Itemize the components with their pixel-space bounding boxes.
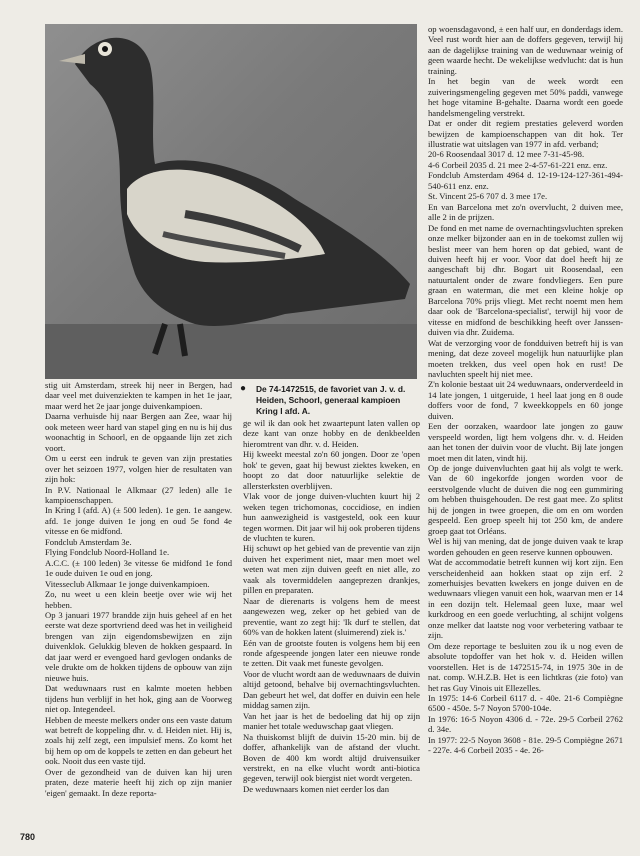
paragraph: In Kring I (afd. A) (± 500 leden). 1e gen. 1e aangew. afd. 1e jonge duiven 1e jong en oud 5e fond 4e vitesse en 6e midfond. (45, 505, 232, 537)
pigeon-beak (59, 54, 85, 64)
paragraph: Hij kweekt meestal zo'n 60 jongen. Door ze 'open hok' te geven, gaat hij bewust ziektes kweken, en hoopt zo dat door natuurlijke selektie de allersterksten overblijven. (243, 449, 420, 491)
paragraph: stig uit Amsterdam, streek hij neer in Bergen, had daar veel met duivenziekten te kampen in het 1e jaar, maar werd het 2e jaar jonge duivenkampioen. (45, 380, 232, 411)
page-number: 780 (20, 832, 36, 842)
paragraph: Op de jonge duivenvluchten gaat hij als volgt te werk. Van de 60 ingekorfde jongen worden voor de eerstvolgende vlucht de duiven die nog een gummiring om hebben thuisgehouden. De rest gaat mee. Zo splitst hij de jongen in twee groepen, die om en om worden gespeeld. Een groep speelt hij tot 250 km, de andere groep gaat tot Orléans. (428, 463, 623, 536)
paragraph: Vlak voor de jonge duiven-vluchten kuurt hij 2 weken tegen trichomonas, coccidiose, en indien hun aanwezigheid is vastgesteld, ook een kuur tegen wormen. Dit jaar wil hij ook proberen tijdens de vluchten te kuren. (243, 491, 420, 543)
photo-caption (240, 384, 418, 416)
paragraph: Om deze reportage te besluiten zou ik u nog even de absolute topdoffer van het hok v. d. Heiden willen voorstellen. Het is de 1472515-74, in 1975 30e in de nat. comp. W.H.Z.B. Het is een lichtkras (zie foto) van het ras Guy Vinois uit Ellezelles. (428, 640, 623, 693)
paragraph: Vitesseclub Alkmaar 1e jonge duivenkampioen. (45, 578, 210, 589)
column-2 (243, 418, 420, 846)
paragraph: En van Barcelona met zo'n overvlucht, 2 duiven mee, alle 2 in de prijzen. (428, 201, 623, 223)
paragraph: Over de gezondheid van de duiven kan hij uren praten, deze materie heeft hij zich op zijn manier 'eigen' gemaakt. In deze reporta- (45, 766, 232, 798)
paragraph: Wat de verzorging voor de fondduiven betreft hij is van mening, dat deze zoveel mogelijk hun natuurlijke plan moeten trekken, dus veel open hok en rust! De navluchten speelt hij niet mee. (428, 337, 623, 379)
paragraph: Fondclub Amsterdam 4964 d. 12-19-124-127-361-494-540-611 enz. enz. (428, 170, 623, 191)
paragraph: Op 3 januari 1977 brandde zijn huis geheel af en het eerste wat deze sportvriend deed was het in veiligheid brengen van zijn eigendomsbewijzen en zijn duivenklok. Gelukkig bleven de hokken gespaard. In dat jaar werd er evengoed hard gevlogen ondanks de vele drukte om de hokken tijdens de opbouw van zijn nieuwe huis. (45, 609, 232, 683)
paragraph: Eén van de grootste fouten is volgens hem bij een ronde afgespeende jongen later een nieuwe ronde te zetten. Dit vaak met funeste gevolgen. (243, 637, 420, 669)
paragraph: Van het jaar is het de bedoeling dat hij op zijn manier het totale weduwschap gaat vliegen. (243, 710, 420, 732)
paragraph: In 1975: 14-6 Corbeil 6117 d. - 40e. 21-6 Compiègne 6500 - 450e. 5-7 Noyon 5700-104e. (428, 693, 623, 714)
paragraph: Dat er onder dit regiem prestaties geleverd worden bewijzen de kampioenschappen van dit hok. Ter illustratie wat uitslagen van 1977 in afd. verband; (428, 118, 623, 149)
paragraph: Fondclub Amsterdam 3e. (45, 536, 132, 547)
paragraph: 4-6 Corbeil 2035 d. 21 mee 2-4-57-61-221 enz. enz. (428, 159, 608, 170)
paragraph: A.C.C. (± 100 leden) 3e vitesse 6e midfond 1e fond 1e oude duiven 1e oud en jong. (45, 557, 232, 579)
column-1 (45, 380, 232, 842)
paragraph: ge wil ik dan ook het zwaartepunt laten vallen op deze kant van onze hobby en de denkbeelden hieromtrent van dhr. v. d. Heiden. (243, 418, 420, 449)
paragraph: In P.V. Nationaal le Alkmaar (27 leden) alle 1e kampioenschappen. (45, 484, 232, 505)
paragraph: Wat de accommodatie betreft kunnen wij kort zijn. Een verscheidenheid aan hokken staat op zijn erf. 2 zomerhuisjes bevatten kwekers en jonge duiven en de weduwnaars vliegen vanuit een hok, waarvan men er 14 in een dozijn telt. Helemaal geen luxe, maar wel kurkdroog en een goede verluchting, al schijnt volgens onze melker dat laatste nog voor verbetering vatbaar te zijn. (428, 557, 623, 641)
pigeon-photo (45, 24, 417, 379)
paragraph: 20-6 Roosendaal 3017 d. 12 mee 7-31-45-98. (428, 149, 585, 160)
paragraph: Naar de dierenarts is volgens hem de meest aangewezen weg, zeker op het gebied van de preventie, want zo zegt hij: 'Ik durf te stellen, dat 60% van de hokken latent (sluimerend) ziek is.' (243, 595, 420, 638)
paragraph: Na thuiskomst blijft de duivin 15-20 min. bij de doffer, afhankelijk van de afstand der vlucht. Boven de 400 km wordt altijd druivensuiker verstrekt, en na elke vlucht wordt anti-biotica gegeven, terwijl ook biergist niet wordt vergeten. (243, 731, 420, 784)
paragraph: op woensdagavond, ± een half uur, en donderdags idem. Veel rust wordt hier aan de doffers gegeven, terwijl hij aan de dagelijkse training van de weduwnaar weinig of geen waarde hecht. De wekelijkse wedvlucht: dat is hun training. (428, 24, 623, 76)
paragraph: Flying Fondclub Noord-Holland 1e. (45, 547, 170, 558)
perch-shadow (45, 324, 417, 379)
paragraph: St. Vincent 25-6 707 d. 3 mee 17e. (428, 191, 548, 202)
paragraph: Voor de vlucht wordt aan de weduwnaars de duivin altijd getoond, behalve bij overnachtingsvluchten. Dan gebeurt het wel, dat doffer en duivin een hele middag samen zijn. (243, 668, 420, 711)
paragraph: Hij schuwt op het gebied van de preventie van zijn duiven het experiment niet, maar men moet wel weten wat men zijn duiven geeft en niet alle, zo vaak als tovermiddelen aangeprezen drankjes, pillen en preparaten. (243, 543, 420, 596)
paragraph: Om u eerst een indruk te geven van zijn prestaties over het seizoen 1977, volgen hier de resultaten van zijn hok: (45, 453, 232, 485)
bullet-icon: ● (240, 383, 247, 394)
paragraph: In het begin van de week wordt een zuiveringsmengeling gegeven met 50% paddi, vanwege het hoge vitamine B-gehalte. Daarna wordt een goede handelsmengeling verstrekt. (428, 76, 623, 118)
pigeon-pupil (102, 46, 108, 52)
paragraph: Wel is hij van mening, dat de jonge duiven vaak te krap worden gehouden en geen reserve kunnen opbouwen. (428, 536, 623, 557)
pigeon-illustration (45, 24, 417, 379)
pigeon-body (75, 38, 410, 326)
paragraph: Hebben de meeste melkers onder ons een vaste datum wat betreft de koppeling dhr. v. d. Heiden niet. Hij is, zoals hij zelf zegt, een impulsief mens. Zo komt het bij hem op om de koppels te zetten en dan gebeurt het ook. Nooit dus een vaste tijd. (45, 714, 232, 767)
paragraph: In 1977: 22-5 Noyon 3608 - 81e. 29-5 Compiègne 2671 - 227e. 4-6 Corbeil 2035 - 4e. 26- (428, 734, 623, 756)
paragraph: Daarna verhuisde hij naar Bergen aan Zee, waar hij ook meteen weer hard van stapel ging en nu is hij dus woonachtig in Schoorl, en de opgaande lijn zet zich voort. (45, 411, 232, 453)
paragraph: Een der oorzaken, waardoor late jongen zo gauw verspeeld worden, ligt hem volgens dhr. v. d. Heiden aan het tonen der duivin voor de vlucht. Bij late jongen moet men dit laten, vindt hij. (428, 421, 623, 463)
paragraph: Z'n kolonie bestaat uit 24 weduwnaars, onderverdeeld in 14 late jongen, 1 uitgeruide, 1 heel laat jong en 8 oude doffers voor de fond, 7 kweekkoppels en 60 jonge duiven. (428, 379, 623, 421)
column-3 (428, 24, 623, 846)
paragraph: De weduwnaars komen niet eerder los dan (243, 783, 390, 794)
paragraph: In 1976: 16-5 Noyon 4306 d. - 72e. 29-5 Corbeil 2762 d. 34e. (428, 713, 623, 735)
paragraph: De fond en met name de overnachtingsvluchten spreken onze melker bijzonder aan en in de toekomst zullen wij beslist meer van hem horen op dat gebied, want de duiven heeft hij er voor. Voor dat doel heeft hij ze aangeschaft bij dhr. Bogart uit Roosendaal, een natuurtalent onder de zware fondvliegers. Een pure graan en waterman, die met een kleine hokje op Barcelona 70% prijs vliegt. Met recht noemt men hem daar ook de 'Barcelona-specialist', terwijl hij voor de vitesse en midfond de beschikking heeft over Janssen-duiven via dhr. Zuidema. (428, 222, 623, 338)
paragraph: Dat weduwnaars rust en kalmte moeten hebben tijdens hun verblijf in het hok, ging aan de Voorweg niet op. Integendeel. (45, 683, 232, 715)
paragraph: Zo, nu weet u een klein beetje over wie wij het hebben. (45, 589, 232, 610)
caption-text: De 74-1472515, de favoriet van J. v. d. Heiden, Schoorl, generaal kampioen Kring I afd. A. (256, 384, 406, 416)
